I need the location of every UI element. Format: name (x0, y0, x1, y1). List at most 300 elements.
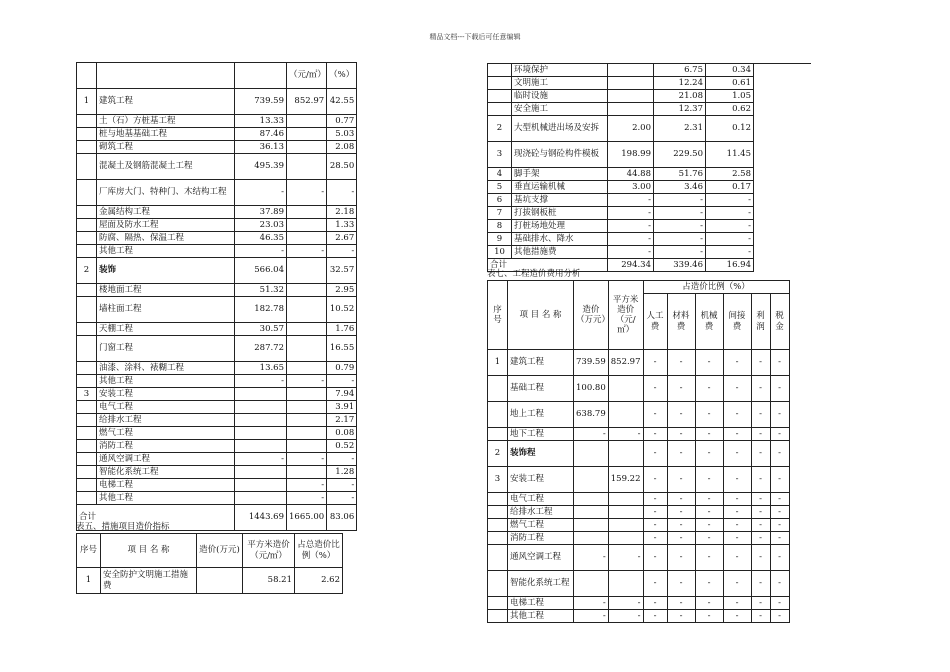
row-ratio-cell: - (770, 545, 789, 571)
t7-indirect-header: 间接费 (723, 294, 751, 350)
t7-tax-header: 税金 (770, 294, 789, 350)
row-unit-price: - (608, 545, 643, 571)
row-ratio-cell: - (770, 493, 789, 506)
row-pct: - (327, 180, 357, 206)
table-row (488, 467, 790, 493)
table-row (77, 219, 357, 232)
row-name: 墙柱面工程 (97, 297, 235, 323)
table-row (77, 206, 357, 219)
row-cost: 100.80 (574, 376, 609, 402)
row-cost: - (608, 194, 654, 207)
row-ratio-cell: - (723, 545, 751, 571)
row-no (77, 206, 97, 219)
row-ratio-cell: - (667, 571, 695, 597)
table-row (488, 519, 790, 532)
table7 (487, 280, 790, 623)
row-no: 1 (488, 350, 508, 376)
row-ratio-cell: - (643, 519, 667, 532)
row-ratio-cell: - (770, 506, 789, 519)
row-unit-price (608, 376, 643, 402)
table-row (488, 350, 790, 376)
row-no (77, 245, 97, 258)
row-unit-price: - (654, 207, 706, 220)
table-row (77, 466, 357, 479)
row-unit-price: 12.24 (654, 77, 706, 90)
row-ratio-cell: - (751, 571, 770, 597)
table-row (77, 89, 357, 115)
row-name: 其他工程 (97, 375, 235, 388)
row-cost (574, 506, 609, 519)
row-no: 7 (488, 207, 512, 220)
row-unit-price (287, 297, 327, 323)
table-row (488, 441, 790, 467)
table-row (488, 246, 754, 259)
table-row (77, 154, 357, 180)
row-name: 天棚工程 (97, 323, 235, 336)
row-cost (574, 532, 609, 545)
row-name: 燃气工程 (508, 519, 574, 532)
row-ratio-cell: - (643, 467, 667, 493)
table-row (488, 376, 790, 402)
row-cost: 3.00 (608, 181, 654, 194)
row-unit-price (287, 401, 327, 414)
row-ratio-cell: - (643, 532, 667, 545)
row-pct: 7.94 (327, 388, 357, 401)
row-cost: 87.46 (235, 128, 287, 141)
row-cost: 37.89 (235, 206, 287, 219)
row-ratio-cell: - (723, 441, 751, 467)
row-name: 基坑支撑 (512, 194, 608, 207)
row-ratio-cell: - (723, 610, 751, 623)
row-no: 8 (488, 220, 512, 233)
row-pct: - (327, 453, 357, 466)
row-cost: - (574, 597, 609, 610)
row-name: 安全施工 (512, 103, 608, 116)
t7-no-header: 序号 (488, 281, 508, 350)
row-name: 装饰 (97, 258, 235, 284)
row-no: 4 (488, 168, 512, 181)
row-unit-price: - (654, 194, 706, 207)
row-no (77, 466, 97, 479)
table-row (77, 375, 357, 388)
row-no (77, 375, 97, 388)
row-name: 屋面及防水工程 (97, 219, 235, 232)
row-no (488, 545, 508, 571)
row-cost: 13.33 (235, 115, 287, 128)
row-no (77, 492, 97, 505)
row-name: 砌筑工程 (97, 141, 235, 154)
row-unit-price: - (287, 492, 327, 505)
row-unit-price (287, 141, 327, 154)
table-row (488, 103, 754, 116)
row-pct: 2.18 (327, 206, 357, 219)
row-name: 建筑工程 (97, 89, 235, 115)
row-ratio-cell: - (643, 571, 667, 597)
row-ratio-cell: - (695, 441, 723, 467)
total-pct: 83.06 (327, 505, 357, 531)
row-ratio-cell: - (751, 350, 770, 376)
row-unit-price: - (287, 479, 327, 492)
page-header: 精品文档---下载后可任意编辑 (429, 33, 521, 41)
row-no: 10 (488, 246, 512, 259)
row-ratio-cell: - (751, 402, 770, 428)
table-row (488, 116, 754, 142)
row-unit-price (287, 206, 327, 219)
row-ratio-cell: - (643, 428, 667, 441)
total-label: 合计 (77, 505, 235, 531)
row-unit-price (608, 441, 643, 467)
row-name: 智能化系统工程 (97, 466, 235, 479)
row-ratio-cell: - (695, 428, 723, 441)
table-row (77, 258, 357, 284)
row-ratio-cell: - (695, 467, 723, 493)
table-row (77, 336, 357, 362)
row-cost: 44.88 (608, 168, 654, 181)
row-no (77, 440, 97, 453)
total-pct: 16.94 (706, 259, 754, 272)
row-ratio-cell: - (723, 350, 751, 376)
row-cost (235, 401, 287, 414)
row-unit-price (608, 532, 643, 545)
row-cost: - (608, 207, 654, 220)
table5-wrap (76, 521, 343, 594)
table-row (488, 207, 754, 220)
row-name: 基础工程 (508, 376, 574, 402)
row-ratio-cell: - (751, 519, 770, 532)
row-unit-price (287, 219, 327, 232)
row-name: 其他措施费 (512, 246, 608, 259)
row-cost: - (608, 233, 654, 246)
row-name: 地上工程 (508, 402, 574, 428)
row-name: 电气工程 (97, 401, 235, 414)
table7-wrap (487, 268, 790, 623)
row-no (488, 519, 508, 532)
row-pct: 5.03 (327, 128, 357, 141)
row-name: 打拔钢板桩 (512, 207, 608, 220)
row-no (77, 180, 97, 206)
row-name: 电梯工程 (97, 479, 235, 492)
row-ratio-cell: - (751, 428, 770, 441)
row-ratio-cell: - (695, 610, 723, 623)
row-cost (608, 64, 654, 77)
row-unit-price: 21.08 (654, 90, 706, 103)
row-pct: 16.55 (327, 336, 357, 362)
row-no (77, 284, 97, 297)
row-ratio-cell: - (723, 597, 751, 610)
row-ratio-cell: - (770, 376, 789, 402)
row-no: 9 (488, 233, 512, 246)
row-pct: 1.33 (327, 219, 357, 232)
row-pct: - (706, 207, 754, 220)
t7-ratio-header: 占造价比例（%） (643, 281, 789, 294)
row-cost (235, 440, 287, 453)
row-ratio-cell: - (695, 519, 723, 532)
row-name: 电气工程 (508, 493, 574, 506)
row-pct: 0.79 (327, 362, 357, 375)
row-pct: - (706, 220, 754, 233)
row-no (77, 128, 97, 141)
table5-header-row (77, 534, 343, 568)
table-row (488, 90, 754, 103)
table-row (77, 568, 343, 594)
t7-profit-header: 利润 (751, 294, 770, 350)
row-ratio-cell: - (770, 350, 789, 376)
row-ratio-cell: - (770, 610, 789, 623)
row-unit-price: - (654, 220, 706, 233)
row-no (77, 232, 97, 245)
row-no (77, 362, 97, 375)
row-no (488, 428, 508, 441)
row-cost (235, 388, 287, 401)
row-no (488, 402, 508, 428)
row-ratio-cell: - (667, 441, 695, 467)
row-pct: 0.12 (706, 116, 754, 142)
total-unit-price: 1665.00 (287, 505, 327, 531)
row-cost: - (235, 180, 287, 206)
row-ratio-cell: - (643, 402, 667, 428)
row-pct: 10.52 (327, 297, 357, 323)
row-ratio-cell: - (751, 493, 770, 506)
row-no: 2 (488, 441, 508, 467)
table-row (488, 168, 754, 181)
row-pct: - (706, 246, 754, 259)
row-cost: - (574, 610, 609, 623)
row-ratio-cell: - (667, 519, 695, 532)
row-name: 其他工程 (508, 610, 574, 623)
row-unit-price (287, 440, 327, 453)
row-name: 通风空调工程 (97, 453, 235, 466)
row-cost: 36.13 (235, 141, 287, 154)
row-pct: 1.05 (706, 90, 754, 103)
row-unit-price (287, 362, 327, 375)
row-no (488, 376, 508, 402)
table-row (488, 545, 790, 571)
row-no (488, 532, 508, 545)
table-row (77, 401, 357, 414)
row-name: 安全防护文明施工措施费 (101, 568, 197, 594)
row-unit-price: - (654, 246, 706, 259)
row-unit-price (608, 506, 643, 519)
total-cost: 1443.69 (235, 505, 287, 531)
row-name: 装饰程 (508, 441, 574, 467)
row-no (77, 427, 97, 440)
row-no (77, 336, 97, 362)
row-name: 垂直运输机械 (512, 181, 608, 194)
table7-header-row-1 (488, 281, 790, 294)
pct-header: （%） (327, 63, 357, 89)
row-unit-price: 159.22 (608, 467, 643, 493)
row-ratio-cell: - (667, 350, 695, 376)
row-name: 安装工程 (97, 388, 235, 401)
row-pct: 0.08 (327, 427, 357, 440)
row-ratio-cell: - (695, 376, 723, 402)
row-ratio-cell: - (643, 441, 667, 467)
row-pct: 1.76 (327, 323, 357, 336)
row-no (77, 219, 97, 232)
row-ratio-cell: - (751, 545, 770, 571)
row-name: 其他工程 (97, 245, 235, 258)
t5-name-header: 项 目 名 称 (101, 534, 197, 568)
row-name: 油漆、涂料、裱糊工程 (97, 362, 235, 375)
row-ratio-cell: - (751, 506, 770, 519)
row-ratio-cell: - (643, 350, 667, 376)
row-pct: 0.62 (706, 103, 754, 116)
row-no (77, 115, 97, 128)
row-name: 燃气工程 (97, 427, 235, 440)
t7-material-header: 材料费 (667, 294, 695, 350)
row-no (488, 506, 508, 519)
row-name: 现浇砼与钢砼构件模板 (512, 142, 608, 168)
table-row (77, 323, 357, 336)
row-unit-price (608, 402, 643, 428)
row-unit-price: 2.31 (654, 116, 706, 142)
row-unit-price: - (654, 233, 706, 246)
row-ratio-cell: - (770, 402, 789, 428)
t5-pct-header: 占总造价比例（%） (295, 534, 343, 568)
unit-price-header: （元/㎡） (287, 63, 327, 89)
row-unit-price (287, 427, 327, 440)
row-cost (235, 479, 287, 492)
row-ratio-cell: - (751, 597, 770, 610)
table-row (77, 453, 357, 466)
t5-cost-header: 造价(万元) (197, 534, 243, 568)
row-unit-price (287, 154, 327, 180)
row-name: 消防工程 (508, 532, 574, 545)
row-unit-price (287, 336, 327, 362)
table-row (488, 532, 790, 545)
row-no: 2 (488, 116, 512, 142)
row-pct: 2.58 (706, 168, 754, 181)
row-unit-price: - (608, 610, 643, 623)
table-row (488, 597, 790, 610)
table-row (488, 571, 790, 597)
row-no (488, 493, 508, 506)
row-pct: 28.50 (327, 154, 357, 180)
row-no: 3 (488, 142, 512, 168)
table-row (488, 64, 754, 77)
row-no: 2 (77, 258, 97, 284)
row-cost (235, 492, 287, 505)
row-cost: 495.39 (235, 154, 287, 180)
row-unit-price: 58.21 (243, 568, 295, 594)
row-cost (574, 467, 609, 493)
row-no (488, 610, 508, 623)
row-cost (235, 466, 287, 479)
row-cost: 287.72 (235, 336, 287, 362)
row-ratio-cell: - (695, 545, 723, 571)
row-name: 防腐、隔热、保温工程 (97, 232, 235, 245)
row-pct: - (327, 245, 357, 258)
row-unit-price (287, 128, 327, 141)
row-unit-price (287, 115, 327, 128)
row-unit-price (608, 519, 643, 532)
row-cost: 638.79 (574, 402, 609, 428)
table-row (77, 245, 357, 258)
row-name: 安装工程 (508, 467, 574, 493)
row-ratio-cell: - (667, 545, 695, 571)
t7-name-header: 项 目 名 称 (508, 281, 574, 350)
row-ratio-cell: - (751, 376, 770, 402)
left-table-wrap (76, 62, 357, 531)
row-unit-price (287, 323, 327, 336)
row-pct: 1.28 (327, 466, 357, 479)
row-ratio-cell: - (770, 467, 789, 493)
row-name: 混凝土及钢筋混凝土工程 (97, 154, 235, 180)
row-no (77, 297, 97, 323)
row-unit-price: - (608, 428, 643, 441)
row-ratio-cell: - (695, 350, 723, 376)
row-ratio-cell: - (667, 532, 695, 545)
row-no (488, 571, 508, 597)
row-ratio-cell: - (667, 597, 695, 610)
row-ratio-cell: - (770, 428, 789, 441)
row-unit-price: 3.46 (654, 181, 706, 194)
row-unit-price (287, 258, 327, 284)
row-unit-price (287, 232, 327, 245)
row-unit-price (287, 388, 327, 401)
left-table-header-row (77, 63, 357, 89)
row-cost (574, 571, 609, 597)
row-cost (574, 441, 609, 467)
row-pct: - (327, 375, 357, 388)
row-no (77, 401, 97, 414)
row-no (77, 479, 97, 492)
row-cost: 13.65 (235, 362, 287, 375)
table-row (77, 492, 357, 505)
row-no (488, 64, 512, 77)
row-cost (608, 90, 654, 103)
table-row (77, 284, 357, 297)
row-ratio-cell: - (695, 597, 723, 610)
row-no: 6 (488, 194, 512, 207)
t5-no-header: 序号 (77, 534, 101, 568)
table-row (77, 414, 357, 427)
table-row (488, 142, 754, 168)
row-ratio-cell: - (770, 571, 789, 597)
table-row (488, 181, 754, 194)
row-name: 通风空调工程 (508, 545, 574, 571)
row-cost: - (574, 428, 609, 441)
row-name: 楼地面工程 (97, 284, 235, 297)
row-ratio-cell: - (723, 571, 751, 597)
table-row (77, 141, 357, 154)
row-name: 土（石）方桩基工程 (97, 115, 235, 128)
row-ratio-cell: - (695, 493, 723, 506)
row-ratio-cell: - (723, 428, 751, 441)
row-ratio-cell: - (723, 467, 751, 493)
row-unit-price: 51.76 (654, 168, 706, 181)
table7-caption: 表七、工程造价费用分析 (487, 269, 581, 279)
row-no: 3 (488, 467, 508, 493)
row-ratio-cell: - (667, 506, 695, 519)
row-unit-price: 229.50 (654, 142, 706, 168)
table-row (77, 128, 357, 141)
row-ratio-cell: - (751, 532, 770, 545)
row-pct: 42.55 (327, 89, 357, 115)
row-no (488, 103, 512, 116)
row-cost: - (235, 375, 287, 388)
row-pct: 32.57 (327, 258, 357, 284)
row-ratio-cell: - (643, 597, 667, 610)
row-unit-price: 6.75 (654, 64, 706, 77)
row-ratio-cell: - (667, 428, 695, 441)
row-no (77, 154, 97, 180)
row-name: 桩与地基基础工程 (97, 128, 235, 141)
table-row (488, 220, 754, 233)
table-row (77, 388, 357, 401)
row-pct: 0.17 (706, 181, 754, 194)
row-cost: - (574, 545, 609, 571)
